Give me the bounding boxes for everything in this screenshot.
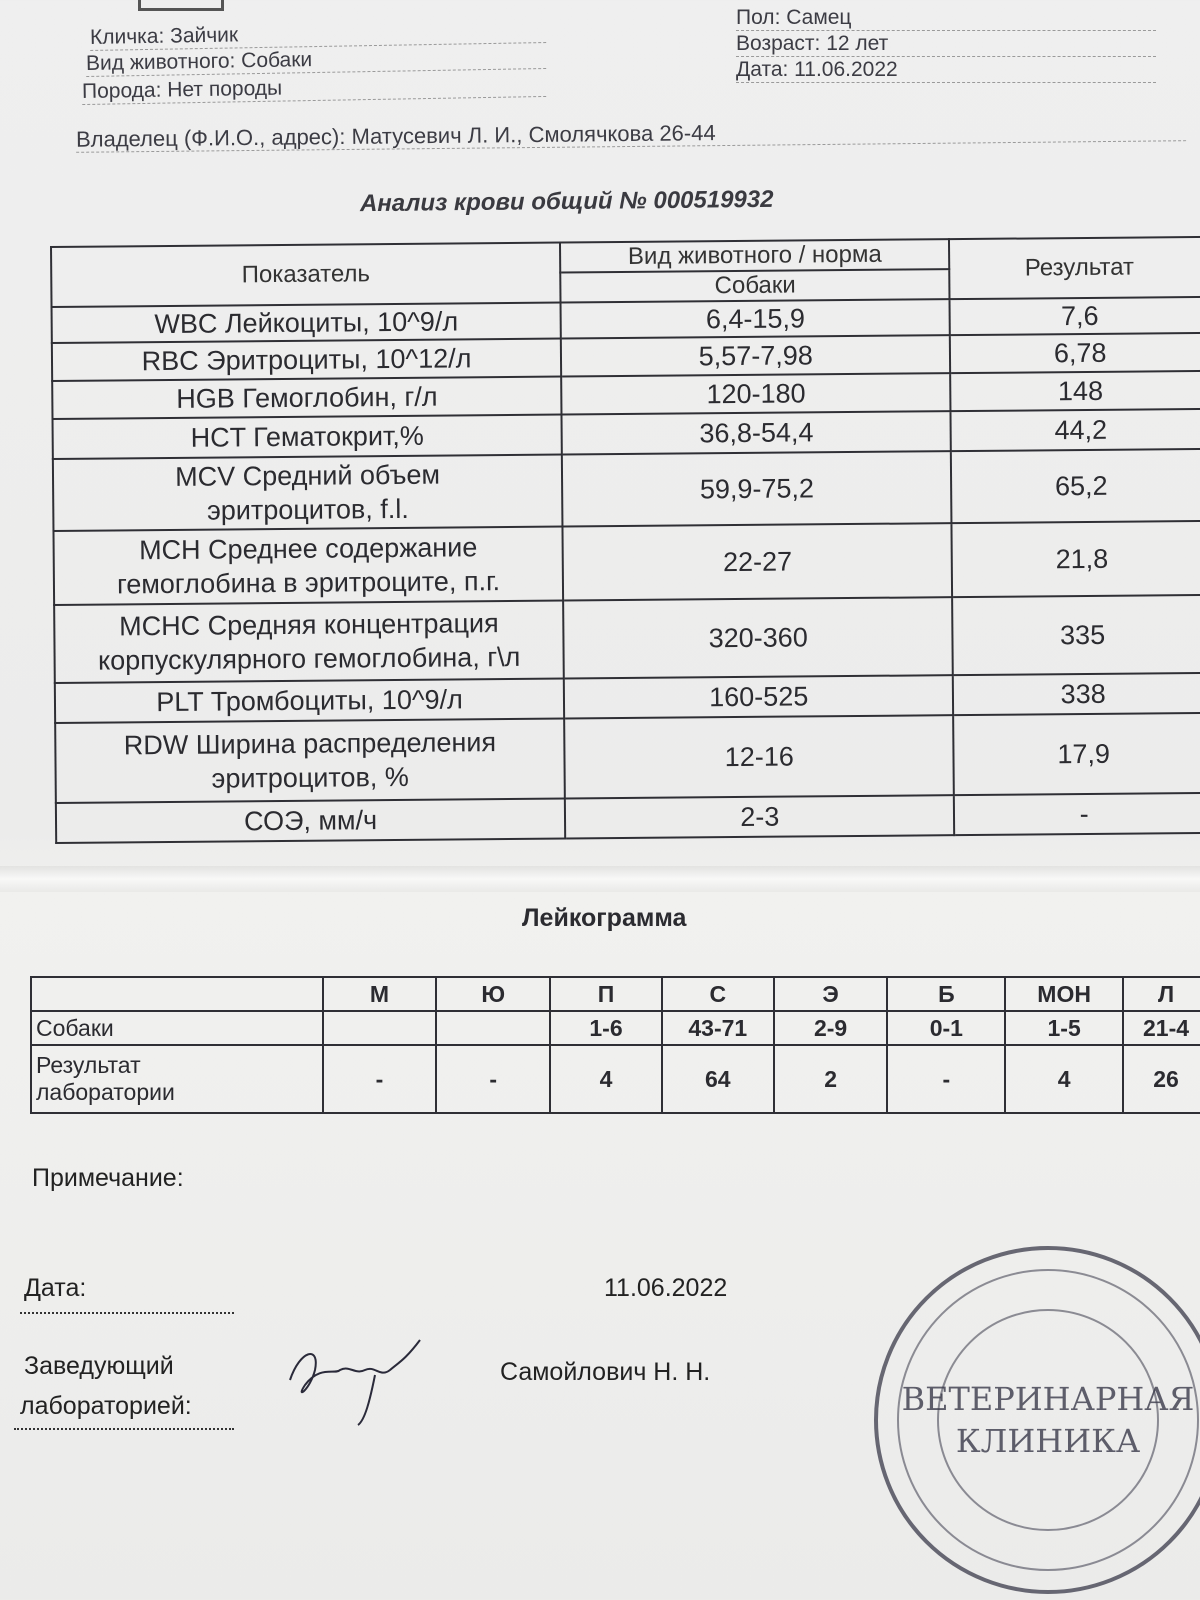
table-row <box>53 449 1200 531</box>
indicator-name <box>53 455 563 531</box>
indicator-line-1: MCHC Средняя концентрация <box>119 608 499 642</box>
breed-field: Порода: Нет породы <box>82 72 546 105</box>
norm-value: 320-360 <box>563 597 953 678</box>
head-label-line-1: Заведующий <box>24 1352 174 1380</box>
result-cell: - <box>887 1045 1005 1113</box>
col-header: Э <box>774 977 888 1011</box>
clinic-stamp <box>868 1240 1200 1600</box>
result-value: 148 <box>951 371 1200 411</box>
result-value: 65,2 <box>951 449 1200 523</box>
norm-cell: 43-71 <box>662 1011 774 1045</box>
result-cell: - <box>436 1045 550 1113</box>
table-row <box>53 521 1200 605</box>
norm-value: 2-3 <box>565 795 955 838</box>
sex-field: Пол: Самец <box>736 6 1156 31</box>
species-field: Вид животного: Собаки <box>86 44 546 77</box>
norm-value: 36,8-54,4 <box>562 411 952 454</box>
result-value: 44,2 <box>951 409 1200 451</box>
leukogram-norm-row <box>31 1011 1200 1045</box>
age-field: Возраст: 12 лет <box>736 32 1156 57</box>
indicator-name: PLT Тромбоциты, 10^9/л <box>55 679 564 723</box>
analysis-title: Анализ крови общий № 000519932 <box>359 185 774 218</box>
result-cell: 26 <box>1123 1045 1200 1113</box>
head-dotted-line <box>14 1428 234 1430</box>
stamp-line-1: ВЕТЕРИНАРНАЯ <box>901 1380 1195 1418</box>
col-indicator-header: Показатель <box>51 243 561 307</box>
col-header: Ю <box>436 977 550 1011</box>
logo-box-fragment <box>138 0 224 11</box>
result-value: 7,6 <box>950 297 1200 335</box>
norm-cell: 1-5 <box>1005 1011 1123 1045</box>
col-header: Б <box>887 977 1005 1011</box>
result-value: 338 <box>953 673 1200 715</box>
indicator-name <box>53 527 563 605</box>
table-row <box>55 713 1200 803</box>
indicator-name <box>55 719 565 803</box>
nickname-field: Кличка: Зайчик <box>90 18 546 51</box>
result-value: - <box>954 793 1200 835</box>
result-row-label <box>31 1045 323 1113</box>
col-header: С <box>662 977 774 1011</box>
leukogram-table <box>30 976 1200 1114</box>
col-species-header: Собаки <box>560 269 949 302</box>
norm-value: 120-180 <box>561 373 951 414</box>
date-field: Дата: 11.06.2022 <box>736 58 1156 83</box>
leukogram-result-row <box>31 1045 1200 1113</box>
leukogram-corner-cell <box>31 977 323 1011</box>
col-header: МОН <box>1005 977 1123 1011</box>
blood-analysis-table <box>50 236 1200 844</box>
col-header: П <box>550 977 662 1011</box>
result-cell: 4 <box>1005 1045 1123 1113</box>
result-cell: 2 <box>774 1045 888 1113</box>
head-name: Самойлович Н. Н. <box>500 1358 711 1386</box>
col-header: М <box>323 977 437 1011</box>
indicator-line-2: гемоглобина в эритроците, п.г. <box>116 566 501 600</box>
date-dotted-line <box>20 1312 234 1314</box>
result-cell: 4 <box>550 1045 662 1113</box>
result-label-line-2: лаборатории <box>36 1079 175 1105</box>
table-row <box>54 595 1200 683</box>
col-result-header: Результат <box>949 237 1200 299</box>
col-header: Л <box>1123 977 1200 1011</box>
indicator-line-2: корпускулярного гемоглобина, г\л <box>97 641 521 676</box>
norm-cell: 0-1 <box>887 1011 1005 1045</box>
indicator-line-2: эритроцитов, % <box>211 761 409 794</box>
norm-value: 22-27 <box>563 523 953 600</box>
indicator-name: СОЭ, мм/ч <box>56 799 565 843</box>
result-cell: - <box>323 1045 437 1113</box>
norm-cell: 2-9 <box>774 1011 888 1045</box>
leukogram-header-row <box>31 977 1200 1011</box>
result-value: 6,78 <box>950 333 1200 373</box>
norm-value: 160-525 <box>564 675 954 718</box>
note-label: Примечание: <box>32 1164 184 1192</box>
norm-cell: 21-4 <box>1123 1011 1200 1045</box>
signature <box>280 1330 440 1430</box>
norm-value: 5,57-7,98 <box>561 335 951 376</box>
indicator-name: WBC Лейкоциты, 10^9/л <box>52 303 561 343</box>
indicator-line-1: MCV Средний объем <box>175 459 441 492</box>
norm-row-label: Собаки <box>31 1011 323 1045</box>
head-label-line-2: лабораторией: <box>20 1392 192 1420</box>
date-label: Дата: <box>24 1274 87 1302</box>
indicator-name <box>54 601 564 683</box>
result-label-line-1: Результат <box>36 1052 141 1078</box>
col-norm-header: Вид животного / норма <box>560 239 949 272</box>
norm-value: 59,9-75,2 <box>562 451 952 526</box>
norm-cell <box>436 1011 550 1045</box>
result-cell: 64 <box>662 1045 774 1113</box>
blood-table-header-row <box>51 237 1200 277</box>
indicator-name: HGB Гемоглобин, г/л <box>52 377 561 419</box>
stamp-line-2: КЛИНИКА <box>955 1422 1141 1460</box>
norm-value: 6,4-15,9 <box>561 299 951 338</box>
date-value: 11.06.2022 <box>604 1274 728 1302</box>
indicator-line-1: RDW Ширина распределения <box>123 727 497 761</box>
norm-cell <box>323 1011 437 1045</box>
leukogram-title: Лейкограмма <box>522 904 687 932</box>
indicator-name: HCT Гематокрит,% <box>53 415 562 459</box>
owner-field: Владелец (Ф.И.О., адрес): Матусевич Л. И., Смолячкова 26-44 <box>76 116 1186 153</box>
indicator-line-1: MCH Среднее содержание <box>138 532 478 566</box>
paper-fold <box>0 866 1200 892</box>
norm-cell: 1-6 <box>550 1011 662 1045</box>
result-value: 335 <box>952 595 1200 675</box>
indicator-line-2: эритроцитов, f.l. <box>206 493 409 526</box>
norm-value: 12-16 <box>564 715 954 798</box>
indicator-name: RBC Эритроциты, 10^12/л <box>52 339 561 381</box>
result-value: 17,9 <box>954 713 1200 795</box>
result-value: 21,8 <box>952 521 1200 597</box>
